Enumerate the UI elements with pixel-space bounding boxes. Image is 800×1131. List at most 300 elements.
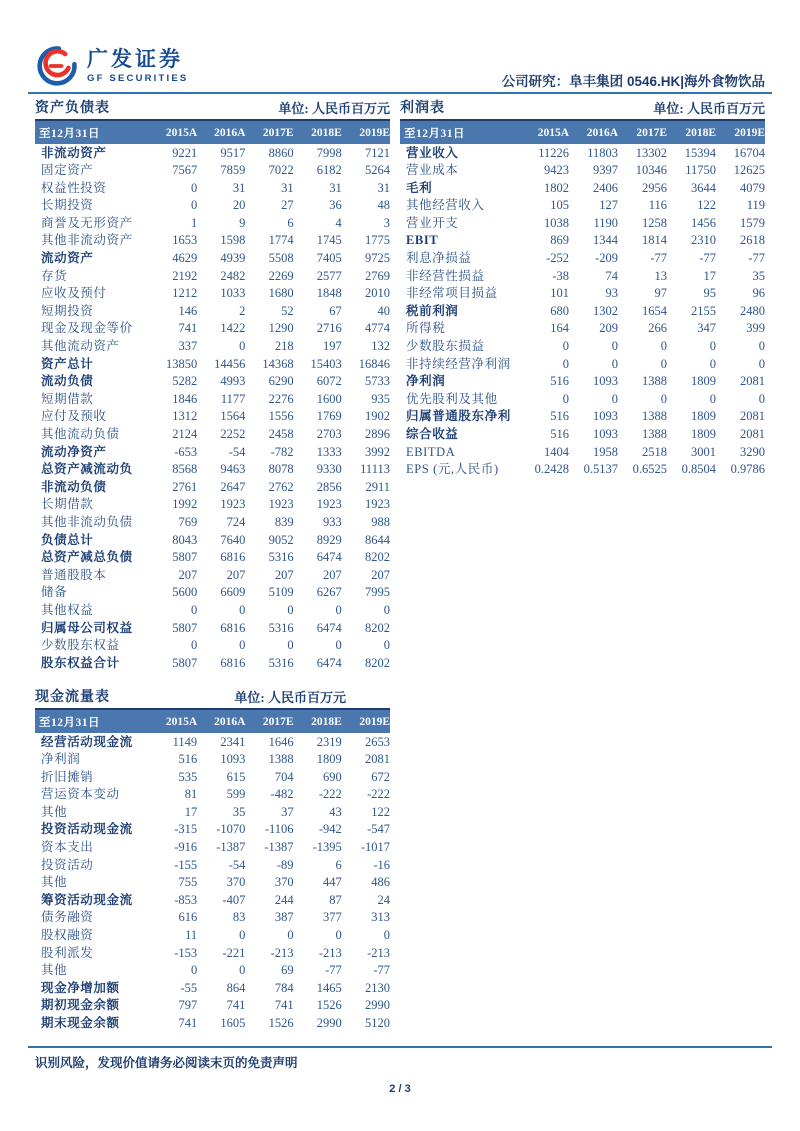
cell-value: 2155 xyxy=(691,303,716,318)
table-row xyxy=(35,979,390,997)
table-row xyxy=(35,320,390,338)
table-row xyxy=(35,302,390,320)
cell-value: 724 xyxy=(226,514,246,529)
cell-value: 0 xyxy=(190,198,198,213)
cell-value: 5316 xyxy=(268,550,294,565)
cash-flow-section xyxy=(35,686,390,1032)
cell-value: 0 xyxy=(611,339,618,354)
cell-value: 0 xyxy=(562,391,569,406)
table-row xyxy=(400,267,765,285)
cell-value: 5109 xyxy=(268,585,294,600)
row-label: 非持续经营净利润 xyxy=(406,356,511,371)
cell-value: 1388 xyxy=(642,409,667,424)
cell-value: 2647 xyxy=(220,479,246,494)
cell-value: 35 xyxy=(232,804,246,819)
cell-value: 209 xyxy=(599,321,618,336)
cell-value: 31 xyxy=(232,180,246,195)
cell-value: -221 xyxy=(222,945,246,960)
cell-value: 1902 xyxy=(365,409,390,424)
cell-value: -222 xyxy=(367,787,390,802)
cell-value: 0 xyxy=(611,356,618,371)
cell-value: 1038 xyxy=(544,215,569,230)
cell-value: 0 xyxy=(287,638,294,653)
cell-value: -54 xyxy=(228,857,246,872)
cell-value: 1526 xyxy=(316,998,342,1013)
cell-value: 0 xyxy=(611,391,618,406)
cell-value: -54 xyxy=(228,444,246,459)
cell-value: 132 xyxy=(371,339,390,354)
cash-flow-unit: 单位: 人民币百万元 xyxy=(234,690,346,705)
date-header: 至12月31日 xyxy=(35,120,149,144)
row-label: 折旧摊销 xyxy=(41,769,94,784)
row-label: 资产总计 xyxy=(41,356,94,371)
cell-value: 69 xyxy=(281,963,294,978)
cell-value: -155 xyxy=(174,857,198,872)
cell-value: -1017 xyxy=(360,840,390,855)
table-row xyxy=(35,601,390,619)
cell-value: 2310 xyxy=(691,233,716,248)
cell-value: 101 xyxy=(550,286,569,301)
row-label: 营业收入 xyxy=(406,145,459,160)
row-label: 营业开支 xyxy=(406,215,459,230)
year-column-header: 2018E xyxy=(294,709,342,733)
cell-value: 1802 xyxy=(544,180,569,195)
cell-value: 1923 xyxy=(220,497,246,512)
cell-value: 207 xyxy=(371,567,390,582)
cell-value: 313 xyxy=(371,910,390,925)
table-row xyxy=(35,997,390,1015)
cell-value: 2081 xyxy=(740,427,765,441)
cell-value: 5807 xyxy=(172,550,198,565)
cell-value: 1923 xyxy=(365,497,390,512)
row-label: 所得税 xyxy=(406,321,446,336)
cell-value: 486 xyxy=(371,875,390,890)
row-label: 短期投资 xyxy=(41,303,94,318)
logo-text xyxy=(87,49,188,84)
row-label: 债务融资 xyxy=(41,910,94,925)
row-label: 长期投资 xyxy=(41,198,94,213)
table-row xyxy=(35,461,390,479)
cell-value: 741 xyxy=(274,998,294,1013)
cell-value: 0 xyxy=(660,339,667,354)
cell-value: 599 xyxy=(226,787,246,802)
cell-value: 7022 xyxy=(268,163,294,178)
row-label: 非经常项目损益 xyxy=(406,286,498,301)
cell-value: 516 xyxy=(178,752,198,767)
cell-value: 2081 xyxy=(365,752,390,767)
cell-value: -653 xyxy=(174,444,198,459)
date-header: 至12月31日 xyxy=(35,709,149,733)
cell-value: 9517 xyxy=(220,145,246,160)
cell-value: -222 xyxy=(318,787,342,802)
cell-value: 4 xyxy=(335,215,342,230)
cell-value: 9221 xyxy=(172,145,198,160)
cell-value: -213 xyxy=(270,945,294,960)
row-label: 少数股东权益 xyxy=(41,638,120,653)
page-number: 2 / 3 xyxy=(389,1083,411,1095)
cell-value: -315 xyxy=(174,822,198,837)
cell-value: 1190 xyxy=(593,215,618,230)
cell-value: 1923 xyxy=(268,497,294,512)
cell-value: 370 xyxy=(226,875,246,890)
logo-cn-text: 广发证券 xyxy=(87,47,183,71)
cell-value: -782 xyxy=(270,444,294,459)
cell-value: 95 xyxy=(703,286,716,301)
cell-value: 0 xyxy=(383,928,390,943)
cell-value: 616 xyxy=(178,910,198,925)
row-label: 应付及预收 xyxy=(41,409,107,424)
cell-value: 1333 xyxy=(316,444,342,459)
cell-value: 0 xyxy=(190,963,198,978)
cell-value: 0 xyxy=(660,356,667,371)
table-row xyxy=(35,179,390,197)
cell-value: 11 xyxy=(185,928,198,943)
cell-value: 1 xyxy=(190,215,198,230)
table-row xyxy=(400,179,765,197)
cell-value: 1465 xyxy=(316,980,342,995)
table-row xyxy=(35,267,390,285)
cell-value: 8202 xyxy=(365,550,390,565)
cash-flow-body xyxy=(35,733,390,1032)
cell-value: -213 xyxy=(367,945,390,960)
cell-value: 122 xyxy=(697,198,716,213)
cell-value: -77 xyxy=(325,963,342,978)
cell-value: 13 xyxy=(654,268,667,283)
row-label: 股权融资 xyxy=(41,928,94,943)
cell-value: 1809 xyxy=(316,752,342,767)
cell-value: -547 xyxy=(367,822,390,837)
table-row xyxy=(35,549,390,567)
cell-value: 864 xyxy=(226,980,246,995)
table-row xyxy=(35,619,390,637)
table-row xyxy=(35,856,390,874)
cell-value: 769 xyxy=(178,514,198,529)
cell-value: 1814 xyxy=(642,233,667,248)
table-row xyxy=(35,162,390,180)
table-row xyxy=(400,426,765,444)
table-row xyxy=(400,162,765,180)
cell-value: 11750 xyxy=(685,163,716,178)
cell-value: 5807 xyxy=(172,655,198,670)
year-column-header: 2019E xyxy=(342,120,390,144)
cell-value: 83 xyxy=(232,910,246,925)
cell-value: -209 xyxy=(595,251,618,266)
row-label: 税前利润 xyxy=(406,303,459,318)
cell-value: 6 xyxy=(335,857,342,872)
row-label: 筹资活动现金流 xyxy=(41,892,133,907)
cell-value: 1212 xyxy=(172,286,198,301)
cell-value: 1654 xyxy=(642,303,667,318)
cell-value: 2010 xyxy=(365,286,390,301)
cell-value: 4774 xyxy=(365,321,390,336)
cell-value: 2896 xyxy=(365,427,390,441)
cell-value: 105 xyxy=(550,198,569,213)
cell-value: 31 xyxy=(329,180,342,195)
cell-value: 6290 xyxy=(268,374,294,389)
table-row xyxy=(35,637,390,655)
income-statement-unit: 单位: 人民币百万元 xyxy=(653,101,765,116)
table-row xyxy=(35,513,390,531)
date-header: 至12月31日 xyxy=(400,120,520,144)
cell-value: 5807 xyxy=(172,620,198,635)
cell-value: 0 xyxy=(383,638,390,653)
cell-value: 0.2428 xyxy=(534,462,569,477)
cell-value: 2341 xyxy=(220,734,246,749)
table-row xyxy=(35,250,390,268)
table-row xyxy=(35,531,390,549)
cell-value: 6072 xyxy=(316,374,342,389)
cell-value: 9397 xyxy=(593,163,618,178)
cell-value: 1388 xyxy=(268,752,294,767)
cell-value: 2276 xyxy=(268,391,294,406)
cell-value: 96 xyxy=(752,286,765,301)
table-row xyxy=(35,874,390,892)
cell-value: 164 xyxy=(550,321,569,336)
year-column-header: 2016A xyxy=(197,120,245,144)
cell-value: 6609 xyxy=(220,585,246,600)
table-row xyxy=(35,909,390,927)
table-row xyxy=(35,786,390,804)
cell-value: 0 xyxy=(709,339,716,354)
cell-value: 12625 xyxy=(733,163,765,178)
cell-value: 97 xyxy=(654,286,667,301)
row-label: 其他 xyxy=(41,804,68,819)
cell-value: 6 xyxy=(287,215,294,230)
income-statement-header-row xyxy=(400,120,765,144)
cell-value: 15403 xyxy=(310,356,342,371)
cell-value: 1388 xyxy=(642,374,667,389)
cell-value: -55 xyxy=(180,980,198,995)
cell-value: 24 xyxy=(377,892,390,907)
row-label: 投资活动 xyxy=(41,857,94,872)
cell-value: -77 xyxy=(699,251,716,266)
table-row xyxy=(35,733,390,751)
cell-value: 5282 xyxy=(172,374,198,389)
cell-value: 3290 xyxy=(740,444,765,459)
cell-value: 1177 xyxy=(220,391,246,406)
cell-value: 0 xyxy=(239,602,246,617)
cell-value: 741 xyxy=(226,998,246,1013)
row-label: 净利润 xyxy=(41,752,81,767)
cell-value: 122 xyxy=(371,804,390,819)
cell-value: -77 xyxy=(373,963,390,978)
cell-value: 0.8504 xyxy=(681,462,716,477)
cell-value: 48 xyxy=(377,198,390,213)
cell-value: 516 xyxy=(550,409,569,424)
row-label: 应收及预付 xyxy=(41,286,107,301)
cell-value: 2769 xyxy=(365,268,390,283)
income-statement-title-row xyxy=(400,97,765,117)
row-label: 其他 xyxy=(41,875,68,890)
cell-value: 81 xyxy=(184,787,198,802)
cell-value: 10346 xyxy=(635,163,667,178)
cell-value: 0.9786 xyxy=(730,462,765,477)
cell-value: 11113 xyxy=(360,462,390,477)
cell-value: 0 xyxy=(562,356,569,371)
cell-value: 207 xyxy=(226,567,246,582)
cell-value: 0 xyxy=(287,928,294,943)
table-row xyxy=(35,197,390,215)
income-statement-section xyxy=(400,97,765,478)
cell-value: -1070 xyxy=(216,822,246,837)
cell-value: 5733 xyxy=(365,374,390,389)
balance-sheet-unit: 单位: 人民币百万元 xyxy=(278,101,390,116)
table-row xyxy=(400,373,765,391)
row-label: 其他流动负债 xyxy=(41,427,120,441)
cell-value: 8860 xyxy=(268,145,294,160)
cell-value: 8644 xyxy=(365,532,390,547)
cell-value: 0 xyxy=(239,963,246,978)
cell-value: 20 xyxy=(232,198,246,213)
cell-value: 207 xyxy=(178,567,198,582)
year-column-header: 2018E xyxy=(294,120,342,144)
cell-value: 74 xyxy=(605,268,618,283)
cell-value: 1846 xyxy=(172,391,198,406)
cell-value: 1809 xyxy=(691,409,716,424)
table-row xyxy=(35,927,390,945)
row-label: 流动负债 xyxy=(41,374,94,389)
cell-value: 8078 xyxy=(268,462,294,477)
row-label: 归属母公司权益 xyxy=(41,620,133,635)
cell-value: 52 xyxy=(281,303,294,318)
income-statement-body xyxy=(400,144,765,478)
cell-value: 8929 xyxy=(316,532,342,547)
cell-value: 15394 xyxy=(684,145,716,160)
balance-sheet-header-row xyxy=(35,120,390,144)
cell-value: 5600 xyxy=(172,585,198,600)
cell-value: 37 xyxy=(281,804,294,819)
header-divider xyxy=(28,92,772,94)
cell-value: 9423 xyxy=(544,163,569,178)
cell-value: 87 xyxy=(329,892,342,907)
cell-value: -16 xyxy=(373,857,390,872)
cell-value: 2406 xyxy=(593,180,618,195)
year-column-header: 2015A xyxy=(149,709,197,733)
cell-value: 447 xyxy=(323,875,342,890)
cell-value: 7998 xyxy=(316,145,342,160)
cell-value: 704 xyxy=(274,769,294,784)
cell-value: 1564 xyxy=(220,409,246,424)
year-column-header: 2019E xyxy=(716,120,765,144)
cash-flow-title-row xyxy=(35,686,390,706)
balance-sheet-section xyxy=(35,97,390,672)
cell-value: 0 xyxy=(190,638,198,653)
cell-value: 1848 xyxy=(316,286,342,301)
table-row xyxy=(35,566,390,584)
cell-value: 5316 xyxy=(268,620,294,635)
row-label: 总资产减流动负 xyxy=(41,462,133,477)
row-label: 利息净损益 xyxy=(406,251,472,266)
cell-value: 2482 xyxy=(220,268,246,283)
cell-value: 0 xyxy=(287,602,294,617)
table-row xyxy=(35,496,390,514)
income-statement-table xyxy=(400,119,765,478)
row-label: 营业成本 xyxy=(406,163,459,178)
cell-value: 933 xyxy=(323,514,342,529)
cell-value: 337 xyxy=(178,339,198,354)
cell-value: 7995 xyxy=(365,585,390,600)
row-label: 其他流动资产 xyxy=(41,339,120,354)
cell-value: 218 xyxy=(274,339,294,354)
cell-value: 11803 xyxy=(587,145,618,160)
cell-value: 7121 xyxy=(365,145,390,160)
cell-value: 207 xyxy=(274,567,294,582)
cell-value: 988 xyxy=(371,514,390,529)
cell-value: 2761 xyxy=(172,479,198,494)
cell-value: 0 xyxy=(758,391,765,406)
cell-value: 1745 xyxy=(316,233,342,248)
cell-value: 5120 xyxy=(365,1016,390,1030)
row-label: EBITDA xyxy=(406,444,456,459)
table-row xyxy=(35,144,390,162)
cell-value: 0 xyxy=(239,339,246,354)
cell-value: 516 xyxy=(550,427,569,441)
cell-value: 680 xyxy=(550,303,569,318)
cell-value: 1646 xyxy=(268,734,294,749)
cell-value: 17 xyxy=(184,804,198,819)
cell-value: 8568 xyxy=(172,462,198,477)
cell-value: 0 xyxy=(190,180,198,195)
cell-value: -853 xyxy=(174,892,198,907)
cell-value: 784 xyxy=(274,980,294,995)
table-row xyxy=(35,891,390,909)
cell-value: 6816 xyxy=(220,550,246,565)
table-row xyxy=(35,944,390,962)
table-row xyxy=(400,355,765,373)
year-column-header: 2015A xyxy=(149,120,197,144)
cell-value: 14456 xyxy=(214,356,246,371)
cell-value: 1093 xyxy=(593,427,618,441)
cell-value: 2990 xyxy=(316,1016,342,1030)
cell-value: 1093 xyxy=(593,409,618,424)
cell-value: 93 xyxy=(605,286,618,301)
cell-value: 2252 xyxy=(220,427,246,441)
cash-flow-header-row xyxy=(35,709,390,733)
cell-value: 2458 xyxy=(268,427,294,441)
cell-value: -252 xyxy=(546,251,569,266)
row-label: 现金及现金等价 xyxy=(41,321,133,336)
year-column-header: 2019E xyxy=(342,709,390,733)
cell-value: 690 xyxy=(323,769,342,784)
table-row xyxy=(35,426,390,444)
cell-value: 2856 xyxy=(316,479,342,494)
cell-value: -1387 xyxy=(264,840,294,855)
cell-value: 40 xyxy=(377,303,390,318)
cell-value: 1992 xyxy=(172,497,198,512)
cell-value: 935 xyxy=(371,391,390,406)
year-column-header: 2017E xyxy=(245,709,293,733)
table-row xyxy=(35,214,390,232)
cell-value: 672 xyxy=(371,769,390,784)
cell-value: 1809 xyxy=(691,427,716,441)
cell-value: -407 xyxy=(222,892,246,907)
year-column-header: 2016A xyxy=(197,709,245,733)
row-label: 股东权益合计 xyxy=(41,655,120,670)
cell-value: 1033 xyxy=(220,286,246,301)
row-label: 存货 xyxy=(41,268,68,283)
cell-value: 43 xyxy=(329,804,342,819)
cell-value: 1680 xyxy=(268,286,294,301)
cell-value: 0 xyxy=(239,638,246,653)
table-row xyxy=(400,285,765,303)
cell-value: 0 xyxy=(335,602,342,617)
cell-value: 6474 xyxy=(316,620,342,635)
cell-value: -942 xyxy=(318,822,342,837)
cell-value: 197 xyxy=(323,339,342,354)
cell-value: 7567 xyxy=(172,163,198,178)
balance-sheet-title: 资产负债表 xyxy=(35,101,110,116)
row-label: 期末现金余额 xyxy=(41,1016,120,1030)
